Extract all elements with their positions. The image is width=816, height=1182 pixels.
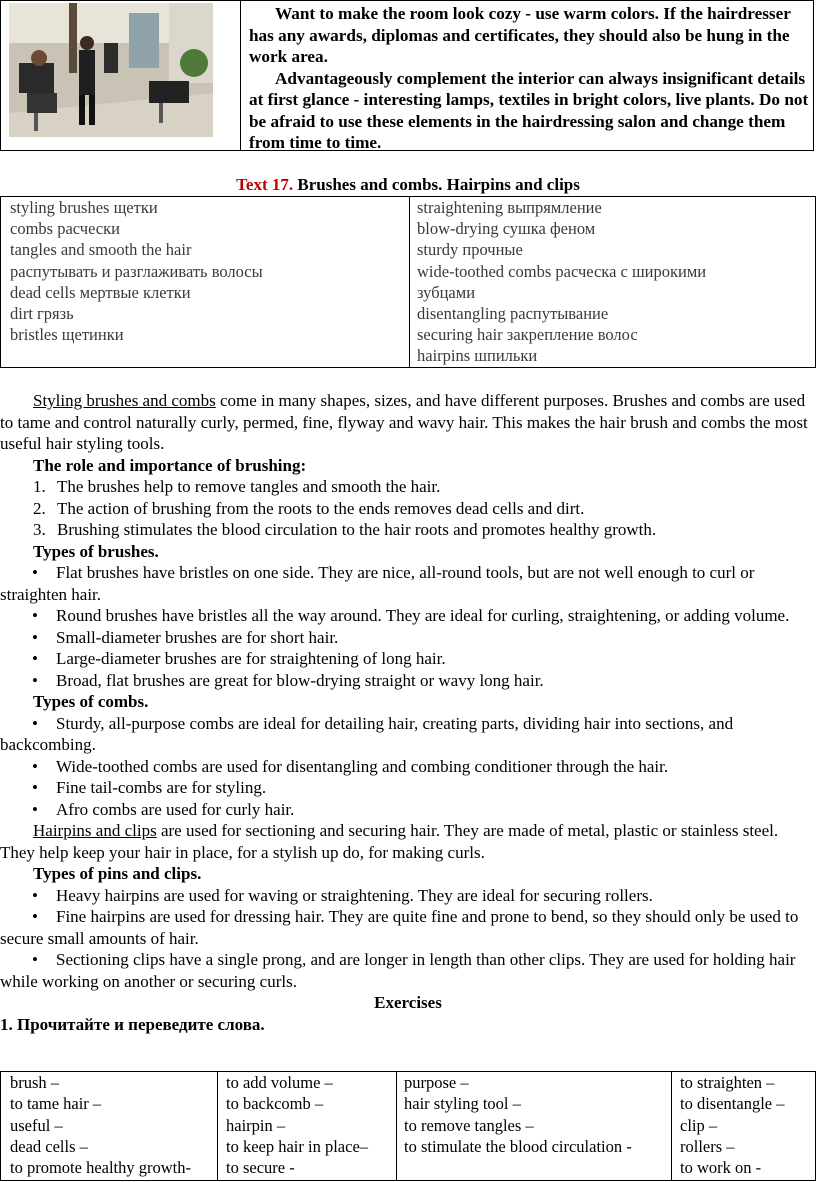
table-cell: hair styling tool – — [404, 1094, 521, 1114]
vocab-item: straightening выпрямление — [417, 198, 602, 217]
exercise-1-title: 1. Прочитайте и переведите слова. — [0, 1014, 265, 1034]
pins-paragraph — [0, 820, 816, 863]
intro-body-rest: come in many shapes, sizes, and have different purposes. Brushes and combs are used to tame and control naturally curly, permed, fine, flyway and wavy hair. This makes the hair brush and combs the most useful hair styling tools. — [0, 391, 808, 453]
table-cell: to backcomb – — [226, 1094, 324, 1114]
intro-paragraph-2: Advantageously complement the interior can always insignificant details at first glance - interesting lamps, textiles in bright colors, live plants. Do not be afraid to use these elements in the hairdressing salon and change them from time to time. — [249, 68, 809, 152]
table-cell: to disentangle – — [680, 1094, 785, 1114]
section-heading: Brushes and combs. Hairpins and clips — [297, 175, 580, 194]
bullet-icon: • — [32, 950, 38, 969]
table-cell: to secure - — [226, 1158, 295, 1178]
table-cell: to straighten – — [680, 1073, 775, 1092]
bullet-icon: • — [32, 885, 38, 905]
table-cell: rollers – — [680, 1136, 735, 1156]
vocab-item: dirt грязь — [10, 304, 74, 324]
exercise-column-4 — [680, 1072, 812, 1180]
intro-table — [0, 0, 814, 151]
table-cell: clip – — [680, 1115, 718, 1135]
table-cell: purpose – — [404, 1073, 469, 1092]
vocab-item: dead cells мертвые клетки — [10, 282, 191, 302]
list-item: • Fine tail-combs are for styling. — [32, 778, 267, 797]
table-cell: to stimulate the blood circulation - — [404, 1136, 632, 1156]
table-cell: brush – — [10, 1073, 60, 1092]
bullet-icon: • — [32, 756, 38, 776]
table-cell: useful – — [10, 1115, 63, 1135]
list-item: • Round brushes have bristles all the way around. They are ideal for curling, straightening, or adding volume. — [32, 606, 790, 625]
bullet-icon: • — [32, 670, 38, 690]
intro-body-paragraph — [0, 390, 816, 455]
intro-text — [249, 3, 811, 154]
vocab-item: sturdy прочные — [417, 240, 523, 260]
vocabulary-table — [0, 196, 816, 368]
photo-cell — [1, 1, 241, 150]
exercise-column-3 — [404, 1072, 670, 1180]
combs-heading: Types of combs. — [33, 692, 149, 711]
vocab-item: зубцами — [417, 282, 476, 302]
exercise-column-1 — [10, 1072, 215, 1180]
list-item: • Flat brushes have bristles on one side. They are nice, all-round tools, but are not well enough to curl or straighten hair. — [0, 563, 755, 604]
vocab-item: disentangling распутывание — [417, 304, 609, 324]
table-cell: to add volume – — [226, 1073, 333, 1092]
vocab-item: combs расчески — [10, 219, 120, 239]
vocab-right-column — [417, 197, 813, 367]
brushes-heading: Types of brushes. — [33, 541, 159, 561]
bullet-icon: • — [32, 799, 38, 819]
main-text — [0, 390, 816, 1035]
bullet-icon: • — [32, 649, 38, 668]
list-item: 1. The brushes help to remove tangles and smooth the hair. — [33, 477, 441, 496]
intro-paragraph-1: Want to make the room look cozy - use warm colors. If the hairdresser has any awards, diplomas and certificates, they should also be hung in the work area. — [249, 4, 791, 66]
list-item: 3. Brushing stimulates the blood circulation to the hair roots and promotes healthy growth. — [33, 520, 657, 539]
list-item: • Fine hairpins are used for dressing hair. They are quite fine and prone to bend, so they should only be used to secure small amounts of hair. — [0, 907, 799, 948]
table-cell: to work on - — [680, 1158, 762, 1178]
vocab-item: tangles and smooth the hair — [10, 240, 192, 260]
table-cell: to tame hair – — [10, 1094, 102, 1114]
bullet-icon: • — [32, 907, 38, 926]
bullet-icon: • — [32, 627, 38, 647]
vocab-item: распутывать и разглаживать волосы — [10, 261, 263, 281]
vocab-item: blow-drying сушка феном — [417, 219, 596, 239]
bullet-icon: • — [32, 778, 38, 797]
vocab-item: securing hair закрепление волос — [417, 325, 638, 345]
vocab-item: bristles щетинки — [10, 325, 124, 345]
list-item: 2. The action of brushing from the roots to the ends removes dead cells and dirt. — [33, 498, 585, 518]
vocab-left-column — [10, 197, 406, 367]
table-cell: dead cells – — [10, 1136, 88, 1156]
list-item: • Sturdy, all-purpose combs are ideal for detailing hair, creating parts, dividing hair into sections, and backcombing. — [0, 713, 734, 754]
list-item: • Wide-toothed combs are used for disentangling and combing conditioner through the hair. — [32, 756, 669, 776]
bullet-icon: • — [32, 606, 38, 625]
salon-photo — [9, 3, 213, 137]
list-item: • Large-diameter brushes are for straightening of long hair. — [32, 649, 446, 668]
bullet-icon: • — [32, 713, 38, 733]
vocab-item: hairpins шпильки — [417, 346, 538, 366]
section-title — [0, 175, 816, 195]
vocab-divider — [409, 197, 410, 367]
table-divider — [396, 1072, 397, 1180]
pins-rest: are used for sectioning and securing hair. They are made of metal, plastic or stainless steel. They help keep your hair in place, for a stylish up do, for making curls. — [0, 821, 779, 862]
exercise-column-2 — [226, 1072, 394, 1180]
bullet-icon: • — [32, 563, 38, 582]
table-divider — [217, 1072, 218, 1180]
table-cell: to keep hair in place– — [226, 1136, 369, 1156]
table-cell: hairpin – — [226, 1115, 286, 1135]
exercises-title: Exercises — [374, 993, 442, 1012]
list-item: • Broad, flat brushes are great for blow-drying straight or wavy long hair. — [32, 670, 544, 690]
table-divider — [671, 1072, 672, 1180]
vocab-item: styling brushes щетки — [10, 198, 158, 217]
role-heading: The role and importance of brushing: — [33, 455, 307, 475]
styling-brushes-link-text: Styling brushes and combs — [33, 391, 216, 410]
section-number: Text 17. — [236, 175, 294, 194]
hairpins-link-text: Hairpins and clips — [33, 821, 157, 840]
pins-heading: Types of pins and clips. — [33, 864, 202, 883]
list-item: • Small-diameter brushes are for short hair. — [32, 627, 339, 647]
table-cell: to remove tangles – — [404, 1115, 534, 1135]
exercise-table — [0, 1071, 816, 1181]
list-item: • Sectioning clips have a single prong, and are longer in length than other clips. They are used for holding hair while working on another or securing curls. — [0, 950, 796, 991]
vocab-item: wide-toothed combs расческа с широкими — [417, 261, 707, 281]
table-cell: to promote healthy growth- — [10, 1158, 192, 1178]
list-item: • Afro combs are used for curly hair. — [32, 799, 295, 819]
list-item: • Heavy hairpins are used for waving or straightening. They are ideal for securing rollers. — [32, 885, 653, 905]
